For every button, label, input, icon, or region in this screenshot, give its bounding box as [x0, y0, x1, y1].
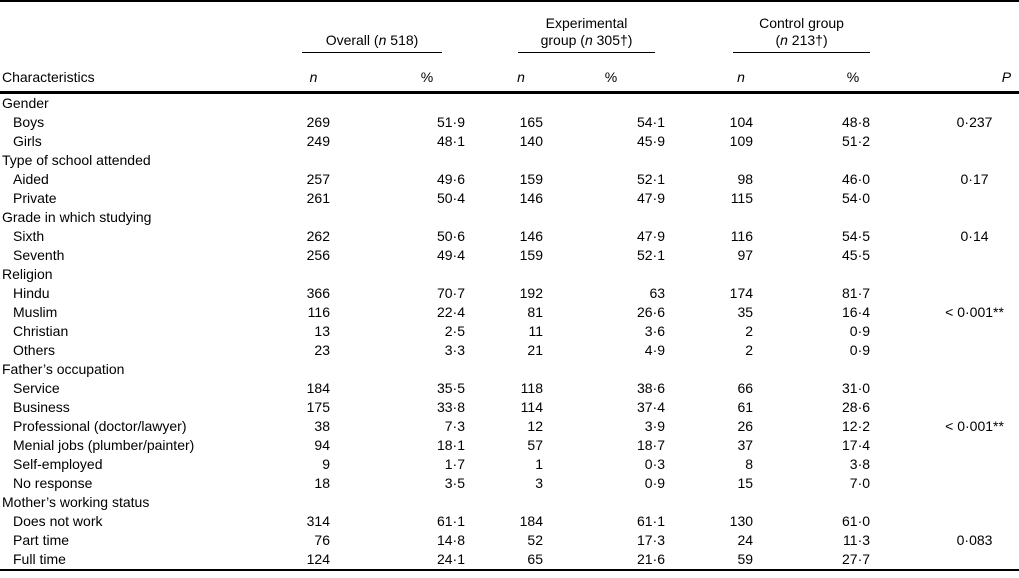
- experimental-n-cell: 184: [519, 512, 543, 529]
- control-n-cell: 15: [737, 474, 754, 491]
- experimental-pct-cell: 4·9: [644, 341, 666, 358]
- experimental-pct-cell: 52·1: [636, 170, 666, 187]
- section-label: Gender: [2, 94, 49, 111]
- control-pct-cell: 61·0: [842, 512, 871, 529]
- control-group-label-line1: Control group: [759, 15, 844, 31]
- experimental-group-label-line2: group (n 305†): [540, 32, 633, 48]
- control-pct-cell: 45·5: [842, 246, 871, 263]
- overall-pct-cell: 49·4: [436, 246, 465, 263]
- experimental-pct-column-header: %: [550, 53, 672, 92]
- control-pct-column-header: %: [760, 53, 930, 92]
- experimental-pct-cell: 47·9: [636, 227, 666, 244]
- p-value-cell: [930, 341, 1019, 360]
- experimental-pct-cell: 38·6: [636, 379, 666, 396]
- row-label-cell: Service: [13, 379, 60, 396]
- table-row: [0, 341, 1019, 360]
- control-n-cell: 8: [745, 455, 754, 472]
- section-header-row: [0, 493, 1019, 512]
- row-label-cell: Self-employed: [13, 455, 103, 472]
- p-header-label: P: [1001, 68, 1012, 85]
- section-label: Mother’s working status: [2, 493, 150, 510]
- control-n-cell: 115: [730, 189, 754, 206]
- p-value-cell: [930, 474, 1019, 493]
- row-label-cell: Does not work: [13, 512, 103, 529]
- control-pct-cell: 12·2: [842, 417, 871, 434]
- experimental-pct-cell: 52·1: [636, 246, 666, 263]
- table-row: [0, 113, 1019, 132]
- experimental-pct-cell: 0·9: [644, 474, 666, 491]
- control-n-cell: 61: [737, 398, 754, 415]
- table-row: [0, 322, 1019, 341]
- control-pct-cell: 54·5: [842, 227, 871, 244]
- table-row: [0, 512, 1019, 531]
- p-value-cell: [930, 322, 1019, 341]
- experimental-n-cell: 140: [519, 132, 543, 149]
- control-n-cell: 109: [729, 132, 754, 149]
- control-pct-cell: 17·4: [842, 436, 871, 453]
- p-value-cell: [930, 550, 1019, 570]
- experimental-pct-cell: 37·4: [636, 398, 666, 415]
- table-row: [0, 417, 1019, 436]
- overall-n-cell: 256: [306, 246, 330, 263]
- row-label-cell: No response: [13, 474, 93, 491]
- control-pct-cell: 81·7: [842, 284, 871, 301]
- experimental-pct-cell: 18·7: [636, 436, 666, 453]
- control-pct-cell: 54·0: [842, 189, 871, 206]
- experimental-n-cell: 57: [527, 436, 543, 453]
- experimental-pct-cell: 0·3: [644, 455, 666, 472]
- experimental-pct-cell: 3·6: [644, 322, 666, 339]
- overall-pct-cell: 49·6: [436, 170, 465, 187]
- section-label: Type of school attended: [2, 151, 151, 168]
- experimental-n-cell: 146: [519, 189, 543, 206]
- overall-n-cell: 13: [314, 322, 330, 339]
- overall-n-cell: 18: [314, 474, 330, 491]
- table-row: [0, 379, 1019, 398]
- table-row: [0, 189, 1019, 208]
- experimental-n-cell: 65: [527, 550, 543, 567]
- table-row: [0, 303, 1019, 322]
- p-value-cell: < 0·001**: [945, 303, 1004, 320]
- overall-pct-cell: 24·1: [436, 550, 465, 567]
- overall-pct-cell: 14·8: [436, 531, 465, 548]
- row-label-cell: Christian: [13, 322, 69, 339]
- experimental-pct-cell: 47·9: [636, 189, 666, 206]
- p-value-cell: [930, 189, 1019, 208]
- table-row: [0, 170, 1019, 189]
- control-n-cell: 174: [729, 284, 754, 301]
- table-header: [0, 1, 1019, 92]
- control-pct-cell: 48·8: [842, 113, 871, 130]
- experimental-n-cell: 165: [519, 113, 543, 130]
- control-group-header-cell: [672, 1, 930, 53]
- overall-pct-cell: 61·1: [436, 512, 465, 529]
- experimental-n-cell: 114: [520, 398, 543, 415]
- p-value-cell: 0·083: [956, 531, 993, 548]
- experimental-n-cell: 1: [535, 455, 543, 472]
- row-label-cell: Aided: [13, 170, 49, 187]
- table-row: [0, 436, 1019, 455]
- experimental-n-cell: 21: [527, 341, 543, 358]
- row-label-cell: Boys: [13, 113, 45, 130]
- overall-pct-cell: 2·5: [444, 322, 465, 339]
- row-label-cell: Sixth: [13, 227, 45, 244]
- control-n-cell: 2: [745, 322, 754, 339]
- overall-n-cell: 116: [307, 303, 330, 320]
- row-label-cell: Professional (doctor/lawyer): [13, 417, 187, 434]
- overall-pct-cell: 18·1: [436, 436, 465, 453]
- experimental-pct-cell: 3·9: [644, 417, 666, 434]
- control-n-cell: 24: [737, 531, 754, 548]
- overall-pct-cell: 50·6: [436, 227, 465, 244]
- section-header-row: [0, 208, 1019, 227]
- experimental-pct-cell: 26·6: [636, 303, 666, 320]
- row-label-cell: Muslim: [13, 303, 58, 320]
- row-label-cell: Hindu: [13, 284, 50, 301]
- table-row: [0, 550, 1019, 570]
- row-label-cell: Others: [13, 341, 56, 358]
- experimental-pct-cell: 45·9: [636, 132, 666, 149]
- control-pct-cell: 0·9: [849, 322, 871, 339]
- overall-n-column-header: n: [290, 53, 337, 92]
- overall-n-cell: 124: [306, 550, 330, 567]
- p-column-header: [930, 1, 1019, 92]
- control-n-cell: 98: [737, 170, 754, 187]
- experimental-n-cell: 11: [528, 322, 543, 339]
- section-header-row: [0, 265, 1019, 284]
- group-header-row: [0, 1, 1019, 53]
- control-n-cell: 130: [729, 512, 754, 529]
- control-n-cell: 59: [737, 550, 754, 567]
- table-row: [0, 398, 1019, 417]
- control-group-header: [733, 15, 870, 53]
- experimental-n-cell: 192: [519, 284, 543, 301]
- overall-pct-column-header: %: [337, 53, 472, 92]
- experimental-n-cell: 52: [527, 531, 543, 548]
- overall-pct-cell: 70·7: [436, 284, 465, 301]
- section-header-row: [0, 360, 1019, 379]
- overall-n-cell: 249: [306, 132, 330, 149]
- row-label-cell: Business: [13, 398, 70, 415]
- control-n-cell: 104: [729, 113, 754, 130]
- p-value-cell: [930, 246, 1019, 265]
- overall-pct-cell: 22·4: [436, 303, 465, 320]
- overall-group-header-cell: [290, 1, 472, 53]
- experimental-n-cell: 81: [527, 303, 543, 320]
- control-n-cell: 37: [737, 436, 754, 453]
- overall-pct-cell: 7·3: [444, 417, 465, 434]
- control-pct-cell: 11·3: [843, 531, 871, 548]
- p-value-cell: [930, 512, 1019, 531]
- control-n-cell: 97: [737, 246, 754, 263]
- overall-n-cell: 23: [314, 341, 330, 358]
- overall-pct-cell: 35·5: [436, 379, 465, 396]
- experimental-pct-cell: 21·6: [636, 550, 666, 567]
- overall-n-cell: 261: [306, 189, 330, 206]
- table-row: [0, 455, 1019, 474]
- experimental-group-header-cell: [472, 1, 672, 53]
- control-n-cell: 26: [737, 417, 754, 434]
- control-pct-cell: 31·0: [842, 379, 871, 396]
- control-n-cell: 35: [737, 303, 754, 320]
- overall-n-cell: 269: [306, 113, 330, 130]
- overall-n-cell: 262: [306, 227, 330, 244]
- p-value-cell: [930, 398, 1019, 417]
- experimental-n-cell: 118: [520, 379, 543, 396]
- experimental-n-cell: 159: [519, 246, 543, 263]
- experimental-n-cell: 146: [519, 227, 543, 244]
- overall-n-cell: 38: [314, 417, 330, 434]
- control-pct-cell: 16·4: [842, 303, 871, 320]
- experimental-n-cell: 3: [535, 474, 543, 491]
- section-label: Father’s occupation: [2, 360, 125, 377]
- control-pct-cell: 46·0: [842, 170, 871, 187]
- control-group-label-line2: (n 213†): [775, 32, 828, 48]
- overall-pct-cell: 3·5: [444, 474, 465, 491]
- overall-n-cell: 257: [306, 170, 330, 187]
- overall-pct-cell: 51·9: [436, 113, 465, 130]
- p-value-cell: 0·237: [956, 113, 993, 130]
- p-value-cell: [930, 436, 1019, 455]
- overall-n-cell: 175: [306, 398, 330, 415]
- experimental-n-cell: 159: [519, 170, 543, 187]
- table-row: [0, 284, 1019, 303]
- overall-n-cell: 184: [306, 379, 330, 396]
- overall-n-cell: 76: [314, 531, 330, 548]
- overall-pct-cell: 50·4: [436, 189, 465, 206]
- p-value-cell: [930, 379, 1019, 398]
- experimental-pct-cell: 17·3: [636, 531, 666, 548]
- experimental-group-header: [518, 15, 655, 53]
- overall-group-header: [302, 32, 442, 53]
- p-value-cell: [930, 132, 1019, 151]
- overall-n-cell: 366: [306, 284, 330, 301]
- overall-pct-cell: 33·8: [436, 398, 465, 415]
- row-label-cell: Girls: [13, 132, 42, 149]
- control-n-column-header: n: [672, 53, 760, 92]
- table-row: [0, 246, 1019, 265]
- row-label-cell: Seventh: [13, 246, 65, 263]
- control-n-cell: 116: [730, 227, 754, 244]
- control-pct-cell: 28·6: [842, 398, 871, 415]
- experimental-pct-cell: 61·1: [636, 512, 666, 529]
- table-row: [0, 132, 1019, 151]
- p-value-cell: < 0·001**: [945, 417, 1004, 434]
- overall-n-cell: 314: [306, 512, 330, 529]
- control-pct-cell: 3·8: [849, 455, 871, 472]
- section-header-row: [0, 92, 1019, 113]
- overall-pct-cell: 3·3: [444, 341, 465, 358]
- section-label: Religion: [2, 265, 53, 282]
- overall-pct-cell: 48·1: [436, 132, 465, 149]
- p-value-cell: 0·17: [960, 170, 989, 187]
- overall-group-label: Overall (n 518): [325, 32, 419, 48]
- table-row: [0, 227, 1019, 246]
- table-row: [0, 531, 1019, 550]
- control-n-cell: 2: [745, 341, 754, 358]
- section-header-row: [0, 151, 1019, 170]
- overall-n-cell: 9: [322, 455, 330, 472]
- row-label-cell: Full time: [13, 550, 66, 567]
- p-value-cell: [930, 284, 1019, 303]
- overall-n-cell: 94: [314, 436, 330, 453]
- section-label: Grade in which studying: [2, 208, 152, 225]
- row-label-cell: Part time: [13, 531, 70, 548]
- row-label-cell: Menial jobs (plumber/painter): [13, 436, 195, 453]
- control-n-cell: 66: [737, 379, 754, 396]
- characteristics-column-header: [0, 1, 290, 92]
- experimental-group-label-line1: Experimental: [545, 15, 628, 31]
- row-label-cell: Private: [13, 189, 57, 206]
- experimental-pct-cell: 63: [649, 284, 666, 301]
- table-row: [0, 474, 1019, 493]
- p-value-cell: 0·14: [960, 227, 989, 244]
- table-body: [0, 92, 1019, 570]
- overall-pct-cell: 1·7: [444, 455, 465, 472]
- control-pct-cell: 51·2: [842, 132, 871, 149]
- control-pct-cell: 0·9: [849, 341, 871, 358]
- experimental-n-column-header: n: [472, 53, 550, 92]
- control-pct-cell: 7·0: [849, 474, 871, 491]
- control-pct-cell: 27·7: [842, 550, 871, 567]
- experimental-pct-cell: 54·1: [636, 113, 666, 130]
- p-value-cell: [930, 455, 1019, 474]
- experimental-n-cell: 12: [527, 417, 543, 434]
- characteristics-label: Characteristics: [2, 68, 95, 85]
